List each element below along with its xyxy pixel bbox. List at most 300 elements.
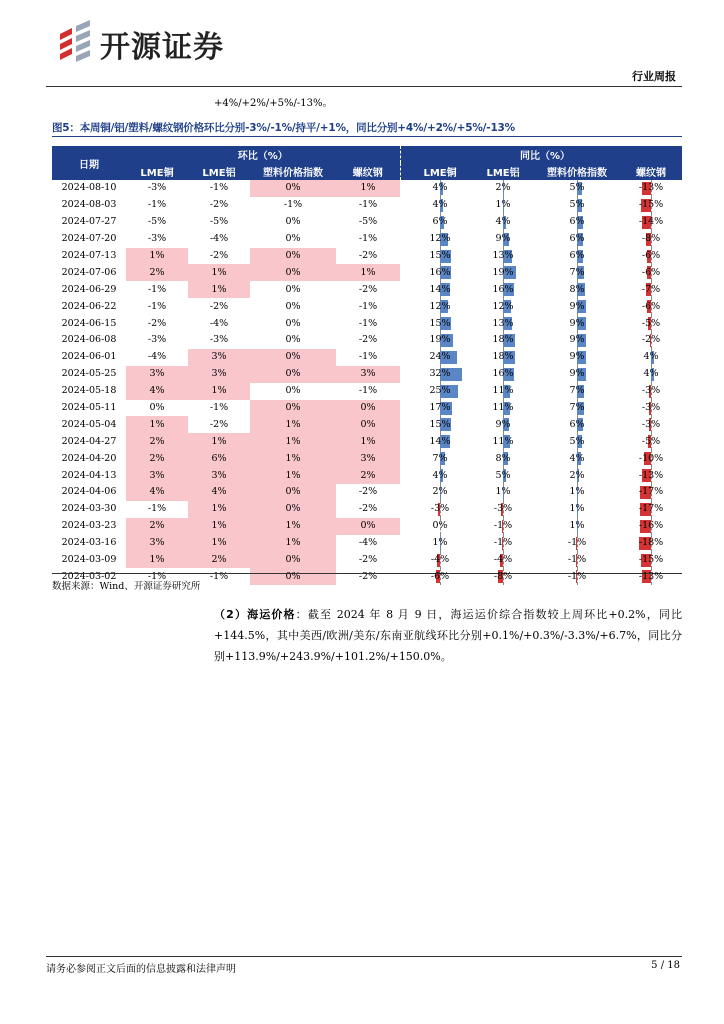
cell-yoy-3: [620, 298, 682, 315]
cell-yoy-2: [534, 501, 620, 518]
cell-yoy-2: [534, 197, 620, 214]
yoy-value: -1%: [493, 520, 513, 532]
yoy-value: 5%: [495, 469, 511, 481]
cell-yoy-1: [472, 383, 534, 400]
cell-gap: [400, 298, 408, 315]
cell-yoy-3: [620, 467, 682, 484]
yoy-value: 4%: [432, 182, 448, 194]
cell-yoy-1: [472, 214, 534, 231]
table-row: [52, 400, 682, 417]
price-change-table: [52, 146, 682, 585]
table-row: [52, 248, 682, 265]
cell-yoy-3: [620, 366, 682, 383]
yoy-value: 9%: [495, 418, 511, 430]
cell-yoy-0: [408, 366, 472, 383]
cell-mom-2: 1%: [250, 433, 336, 450]
cell-date: 2024-03-30: [61, 503, 117, 515]
cell-mom-1: 3%: [188, 467, 250, 484]
yoy-value: 9%: [569, 317, 585, 329]
cell-mom-0: -3%: [147, 182, 167, 194]
yoy-value: -7%: [641, 283, 661, 295]
cell-yoy-0: [408, 264, 472, 281]
cell-date: 2024-03-23: [61, 520, 117, 532]
cell-mom-0: -5%: [147, 216, 167, 228]
yoy-value: -5%: [641, 435, 661, 447]
yoy-value: -1%: [567, 537, 587, 549]
cell-mom-2: 0%: [250, 264, 336, 281]
table-row: [52, 197, 682, 214]
cell-mom-1: -5%: [209, 216, 229, 228]
cell-mom-3: -1%: [358, 199, 378, 211]
cell-mom-3: 2%: [336, 467, 400, 484]
yoy-value: 7%: [569, 385, 585, 397]
yoy-value: -13%: [638, 182, 664, 194]
cell-yoy-3: [620, 264, 682, 281]
yoy-value: -17%: [638, 486, 664, 498]
cell-yoy-2: [534, 568, 620, 585]
yoy-value: 6%: [569, 233, 585, 245]
cell-date: 2024-06-22: [61, 300, 117, 312]
cell-mom-1: 6%: [188, 450, 250, 467]
yoy-value: 5%: [569, 435, 585, 447]
cell-date: 2024-03-16: [61, 537, 117, 549]
cell-yoy-1: [472, 366, 534, 383]
yoy-value: 32%: [429, 368, 451, 380]
yoy-value: 4%: [643, 351, 659, 363]
cell-yoy-2: [534, 349, 620, 366]
yoy-value: 8%: [495, 452, 511, 464]
cell-yoy-3: [620, 568, 682, 585]
table-row: [52, 231, 682, 248]
cell-mom-2: 1%: [250, 535, 336, 552]
cell-yoy-2: [534, 315, 620, 332]
figure-title: 图5：本周铜/铝/塑料/螺纹钢价格环比分别-3%/-1%/持平/+1%，同比分别+4%/+2%/+5%/-13%: [52, 122, 515, 134]
cell-date: 2024-07-06: [61, 266, 117, 278]
yoy-value: 12%: [429, 233, 451, 245]
column-header-mom-2: 塑料价格指数: [250, 163, 336, 180]
cell-gap: [400, 366, 408, 383]
table-row: [52, 433, 682, 450]
cell-yoy-1: [472, 332, 534, 349]
table-row: [52, 281, 682, 298]
yoy-value: 11%: [492, 402, 514, 414]
cell-date: 2024-07-27: [61, 216, 117, 228]
cell-mom-0: 1%: [126, 248, 188, 265]
cell-mom-3: 1%: [336, 180, 400, 197]
yoy-value: 9%: [569, 368, 585, 380]
yoy-value: 6%: [569, 216, 585, 228]
yoy-value: -18%: [638, 537, 664, 549]
cell-mom-0: 3%: [126, 535, 188, 552]
cell-mom-2: -1%: [283, 199, 303, 211]
cell-date: 2024-04-06: [61, 486, 117, 498]
cell-yoy-0: [408, 518, 472, 535]
yoy-value: 4%: [432, 469, 448, 481]
cell-mom-3: -1%: [358, 233, 378, 245]
yoy-value: 18%: [492, 351, 514, 363]
cell-yoy-0: [408, 214, 472, 231]
cell-mom-0: -4%: [147, 351, 167, 363]
cell-mom-2: 0%: [285, 216, 301, 228]
table-row: [52, 518, 682, 535]
table-row: [52, 332, 682, 349]
cell-date: 2024-05-11: [61, 402, 117, 414]
yoy-value: 8%: [569, 283, 585, 295]
yoy-value: 4%: [569, 452, 585, 464]
cell-yoy-2: [534, 332, 620, 349]
yoy-value: 4%: [495, 216, 511, 228]
cell-gap: [400, 197, 408, 214]
shipping-price-paragraph: [214, 604, 682, 667]
cell-date: 2024-04-13: [61, 469, 117, 481]
yoy-value: 25%: [429, 385, 451, 397]
yoy-value: 9%: [495, 233, 511, 245]
cell-gap: [400, 535, 408, 552]
yoy-value: -15%: [638, 554, 664, 566]
yoy-value: 9%: [569, 351, 585, 363]
cell-mom-3: -2%: [358, 486, 378, 498]
cell-mom-0: 4%: [126, 484, 188, 501]
table-row: [52, 450, 682, 467]
cell-yoy-0: [408, 332, 472, 349]
yoy-value: 9%: [569, 300, 585, 312]
cell-mom-0: 0%: [149, 402, 165, 414]
footer-disclaimer: 请务必参阅正文后面的信息披露和法律声明: [46, 964, 236, 975]
yoy-value: 1%: [495, 199, 511, 211]
cell-mom-0: -1%: [147, 300, 167, 312]
yoy-value: -17%: [638, 503, 664, 515]
yoy-value: 7%: [569, 266, 585, 278]
cell-yoy-1: [472, 518, 534, 535]
cell-mom-2: 1%: [250, 518, 336, 535]
yoy-value: 9%: [569, 334, 585, 346]
cell-yoy-3: [620, 197, 682, 214]
cell-mom-1: -2%: [209, 199, 229, 211]
cell-yoy-0: [408, 400, 472, 417]
cell-mom-1: 1%: [188, 264, 250, 281]
cell-yoy-0: [408, 501, 472, 518]
cell-yoy-0: [408, 231, 472, 248]
cell-yoy-1: [472, 535, 534, 552]
yoy-value: 15%: [429, 317, 451, 329]
yoy-value: 7%: [569, 402, 585, 414]
table-row: [52, 501, 682, 518]
cell-yoy-2: [534, 467, 620, 484]
yoy-value: -8%: [641, 233, 661, 245]
cell-mom-3: -4%: [358, 537, 378, 549]
cell-yoy-2: [534, 366, 620, 383]
cell-yoy-3: [620, 501, 682, 518]
column-group-mom: 环比（%）: [126, 146, 400, 163]
cell-yoy-2: [534, 281, 620, 298]
cell-yoy-1: [472, 400, 534, 417]
cell-mom-0: -1%: [147, 283, 167, 295]
cell-yoy-0: [408, 552, 472, 569]
page-number: 5 / 18: [651, 960, 680, 971]
yoy-value: -6%: [641, 266, 661, 278]
cell-yoy-3: [620, 315, 682, 332]
cell-yoy-0: [408, 416, 472, 433]
cell-yoy-3: [620, 383, 682, 400]
cell-gap: [400, 214, 408, 231]
cell-mom-0: 1%: [126, 552, 188, 569]
cell-mom-2: 0%: [285, 334, 301, 346]
yoy-value: 14%: [429, 435, 451, 447]
cell-gap: [400, 332, 408, 349]
cell-yoy-0: [408, 180, 472, 197]
cell-date: 2024-06-01: [61, 351, 117, 363]
yoy-value: 24%: [429, 351, 451, 363]
yoy-value: 1%: [569, 503, 585, 515]
cell-date: 2024-06-15: [61, 317, 117, 329]
cell-gap: [400, 231, 408, 248]
cell-mom-3: -1%: [358, 385, 378, 397]
cell-mom-3: -2%: [358, 503, 378, 515]
cell-mom-3: 1%: [336, 433, 400, 450]
cell-yoy-3: [620, 349, 682, 366]
sub-header-row: [52, 163, 682, 180]
cell-date: 2024-04-20: [61, 452, 117, 464]
yoy-value: 5%: [569, 182, 585, 194]
yoy-value: -3%: [493, 503, 513, 515]
cell-yoy-3: [620, 400, 682, 417]
yoy-value: 6%: [432, 216, 448, 228]
yoy-value: -6%: [641, 300, 661, 312]
cell-mom-3: -1%: [358, 351, 378, 363]
cell-mom-2: 1%: [250, 467, 336, 484]
cell-yoy-0: [408, 450, 472, 467]
cell-yoy-2: [534, 248, 620, 265]
yoy-value: -10%: [638, 452, 664, 464]
cell-mom-3: -2%: [358, 283, 378, 295]
cell-yoy-1: [472, 484, 534, 501]
cell-yoy-1: [472, 231, 534, 248]
table-row: [52, 349, 682, 366]
cell-mom-1: -1%: [209, 570, 229, 582]
cell-gap: [400, 433, 408, 450]
cell-date: 2024-05-25: [61, 368, 117, 380]
cell-mom-3: 0%: [336, 518, 400, 535]
table-row: [52, 214, 682, 231]
cell-date: 2024-03-02: [61, 570, 117, 582]
table-row: [52, 552, 682, 569]
cell-mom-3: -2%: [358, 570, 378, 582]
yoy-value: 17%: [429, 402, 451, 414]
yoy-value: 13%: [492, 250, 514, 261]
cell-yoy-1: [472, 568, 534, 585]
yoy-value: 19%: [429, 334, 451, 346]
cell-mom-1: -3%: [209, 334, 229, 346]
header-divider: [46, 86, 682, 87]
table-row: [52, 416, 682, 433]
cell-yoy-2: [534, 416, 620, 433]
cell-gap: [400, 264, 408, 281]
cell-mom-2: 0%: [250, 400, 336, 417]
cell-mom-0: 3%: [126, 366, 188, 383]
cell-gap: [400, 383, 408, 400]
column-header-yoy-0: LME铜: [408, 163, 472, 180]
cell-yoy-3: [620, 484, 682, 501]
cell-yoy-1: [472, 248, 534, 265]
yoy-value: -16%: [638, 520, 664, 532]
cell-yoy-0: [408, 568, 472, 585]
cell-mom-1: -2%: [209, 300, 229, 312]
cell-mom-1: 1%: [188, 501, 250, 518]
cell-mom-3: -2%: [358, 250, 378, 261]
cell-yoy-2: [534, 450, 620, 467]
logo-text: 开源证券: [100, 30, 224, 65]
cell-yoy-1: [472, 281, 534, 298]
cell-gap: [400, 568, 408, 585]
cell-mom-1: -4%: [209, 317, 229, 329]
yoy-value: 14%: [429, 283, 451, 295]
yoy-value: -3%: [641, 418, 661, 430]
yoy-value: 5%: [569, 199, 585, 211]
cell-yoy-2: [534, 552, 620, 569]
cell-mom-2: 0%: [250, 248, 336, 265]
report-type-label: 行业周报: [632, 70, 676, 83]
cell-mom-3: 0%: [336, 416, 400, 433]
cell-yoy-2: [534, 535, 620, 552]
continuation-text: +4%/+2%/+5%/-13%。: [214, 98, 333, 109]
yoy-value: 16%: [492, 368, 514, 380]
cell-yoy-1: [472, 450, 534, 467]
cell-yoy-2: [534, 264, 620, 281]
table-row: [52, 180, 682, 197]
cell-mom-3: 0%: [336, 400, 400, 417]
paragraph-text: ：截至 2024 年 8 月 9 日，海运运价综合指数较上周环比+0.2%，同比+144.5%，其中美西/欧洲/美东/东南亚航线环比分别+0.1%/+0.3%/-3.3%/+6.7%，同比分别+113.9%/+243.9%/+101.2%/+150.0%。: [214, 608, 682, 663]
cell-yoy-2: [534, 518, 620, 535]
cell-date: 2024-07-13: [61, 250, 117, 261]
column-header-mom-1: LME铝: [188, 163, 250, 180]
cell-mom-0: 2%: [126, 518, 188, 535]
cell-yoy-3: [620, 281, 682, 298]
cell-yoy-3: [620, 416, 682, 433]
column-group-yoy: 同比（%）: [408, 146, 682, 163]
table-row: [52, 264, 682, 281]
yoy-value: -13%: [638, 469, 664, 481]
cell-gap: [400, 315, 408, 332]
yoy-value: -1%: [567, 570, 587, 582]
column-header-date: 日期: [52, 146, 126, 180]
page-header: [0, 0, 724, 90]
logo-mark-icon: [56, 20, 96, 66]
cell-mom-3: 3%: [336, 450, 400, 467]
yoy-value: 4%: [643, 368, 659, 380]
cell-mom-1: -1%: [209, 182, 229, 194]
yoy-value: 6%: [569, 250, 585, 261]
cell-mom-2: 0%: [285, 385, 301, 397]
cell-yoy-1: [472, 349, 534, 366]
yoy-value: 18%: [492, 334, 514, 346]
table-row: [52, 383, 682, 400]
cell-mom-2: 0%: [250, 366, 336, 383]
cell-date: 2024-04-27: [61, 435, 117, 447]
table-row: [52, 366, 682, 383]
cell-gap: [400, 248, 408, 265]
table-row: [52, 315, 682, 332]
cell-yoy-3: [620, 248, 682, 265]
yoy-value: 11%: [492, 385, 514, 397]
cell-gap: [400, 349, 408, 366]
yoy-value: -1%: [567, 554, 587, 566]
cell-date: 2024-06-08: [61, 334, 117, 346]
yoy-value: -1%: [493, 537, 513, 549]
cell-mom-1: 1%: [188, 535, 250, 552]
cell-mom-1: 1%: [188, 433, 250, 450]
cell-gap: [400, 484, 408, 501]
cell-mom-1: -2%: [209, 250, 229, 261]
cell-mom-3: -1%: [358, 300, 378, 312]
yoy-value: 2%: [432, 486, 448, 498]
yoy-value: 15%: [429, 250, 451, 261]
cell-mom-0: -3%: [147, 334, 167, 346]
cell-yoy-1: [472, 197, 534, 214]
cell-mom-0: 2%: [126, 450, 188, 467]
yoy-value: -2%: [641, 334, 661, 346]
yoy-value: -5%: [641, 317, 661, 329]
table-row: [52, 298, 682, 315]
column-header-yoy-1: LME铝: [472, 163, 534, 180]
cell-gap: [400, 416, 408, 433]
cell-mom-1: -4%: [209, 233, 229, 245]
table-body: [52, 180, 682, 585]
cell-mom-2: 0%: [285, 317, 301, 329]
yoy-value: -6%: [641, 250, 661, 261]
cell-mom-3: -2%: [358, 554, 378, 566]
yoy-value: 12%: [429, 300, 451, 312]
cell-yoy-3: [620, 518, 682, 535]
yoy-value: -8%: [493, 570, 513, 582]
yoy-value: 2%: [495, 182, 511, 194]
cell-mom-2: 0%: [285, 233, 301, 245]
cell-mom-3: 1%: [336, 264, 400, 281]
yoy-value: 7%: [432, 452, 448, 464]
cell-date: 2024-08-10: [61, 182, 117, 194]
cell-yoy-2: [534, 400, 620, 417]
yoy-value: 1%: [569, 486, 585, 498]
cell-mom-3: 3%: [336, 366, 400, 383]
cell-yoy-2: [534, 484, 620, 501]
figure-title-divider: [52, 136, 682, 137]
cell-date: 2024-05-18: [61, 385, 117, 397]
cell-mom-0: 2%: [126, 433, 188, 450]
cell-mom-2: 1%: [250, 450, 336, 467]
cell-yoy-3: [620, 433, 682, 450]
yoy-value: -13%: [638, 570, 664, 582]
cell-yoy-3: [620, 214, 682, 231]
cell-yoy-3: [620, 450, 682, 467]
cell-yoy-1: [472, 433, 534, 450]
yoy-value: -3%: [430, 503, 450, 515]
cell-yoy-1: [472, 501, 534, 518]
cell-mom-3: -5%: [358, 216, 378, 228]
cell-yoy-1: [472, 552, 534, 569]
cell-yoy-0: [408, 433, 472, 450]
cell-yoy-0: [408, 535, 472, 552]
cell-date: 2024-03-09: [61, 554, 117, 566]
cell-date: 2024-07-20: [61, 233, 117, 245]
cell-mom-0: -2%: [147, 317, 167, 329]
cell-yoy-2: [534, 298, 620, 315]
yoy-value: 16%: [492, 283, 514, 295]
cell-mom-1: 1%: [188, 281, 250, 298]
cell-mom-2: 0%: [250, 568, 336, 585]
cell-date: 2024-05-04: [61, 418, 117, 430]
cell-gap: [400, 281, 408, 298]
cell-mom-2: 0%: [285, 300, 301, 312]
cell-mom-2: 0%: [250, 501, 336, 518]
